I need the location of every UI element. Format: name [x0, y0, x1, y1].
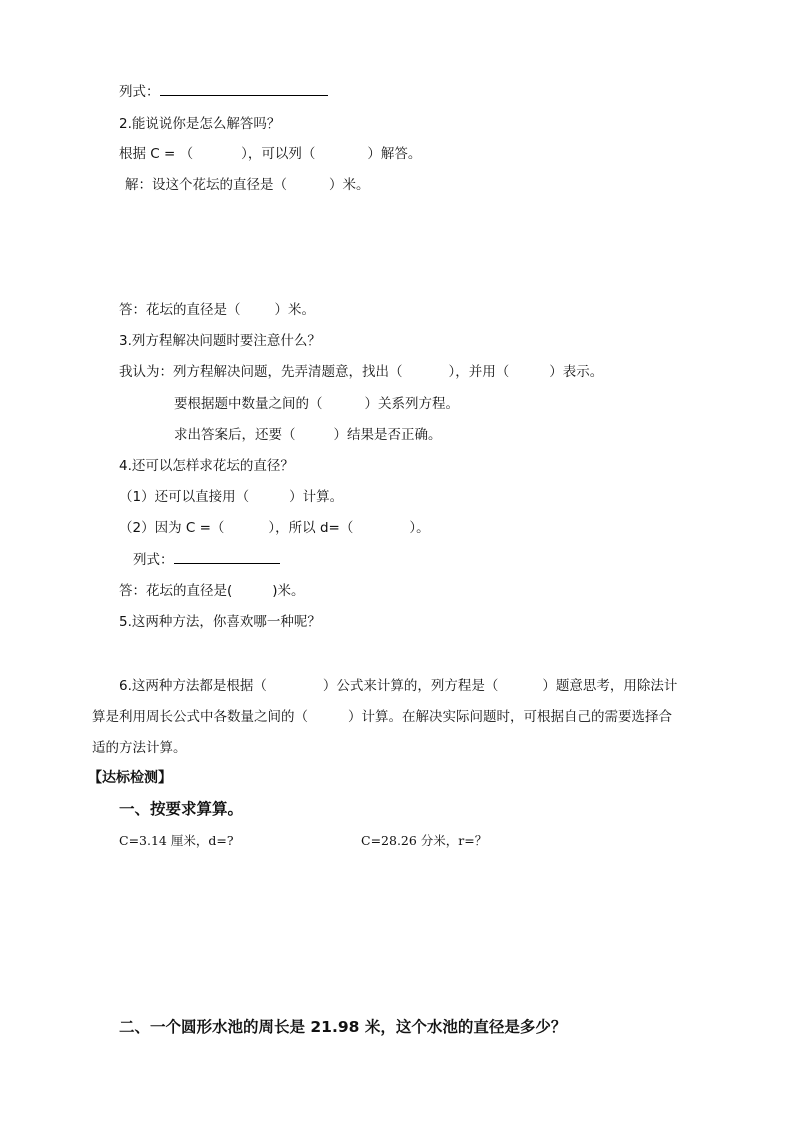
part-1-title: 一、按要求算算。: [119, 800, 244, 818]
text-segment: 算是利用周长公式中各数量之间的（: [92, 709, 308, 725]
text-segment: ）结果是否正确。: [333, 427, 442, 443]
text-segment: ）。: [409, 520, 430, 536]
question-6-line-3: 适的方法计算。: [92, 740, 187, 756]
formula-label: 列式：: [119, 84, 160, 100]
text-segment: 6.这两种方法都是根据（: [119, 678, 267, 694]
text-segment: （1）还可以直接用（: [119, 489, 250, 505]
question-2-title: 2.能说说你是怎么解答吗？: [119, 116, 281, 132]
text-segment: 要根据题中数量之间的（: [174, 396, 323, 412]
text-segment: ）计算。在解决实际问题时，可根据自己的需要选择合: [348, 709, 672, 725]
answer-underline: [160, 83, 328, 96]
text-segment: ），并用（: [448, 364, 510, 380]
text-segment: ）米。: [274, 302, 315, 318]
text-segment: 根据 C = （: [119, 146, 194, 162]
question-2-line-b: [125, 176, 370, 194]
exercise-1: C=3.14 厘米，d=?: [119, 833, 234, 848]
text-segment: ）关系列方程。: [364, 396, 459, 412]
question-3-line-b: [174, 395, 459, 413]
text-segment: ）题意思考，用除法计: [542, 678, 678, 694]
text-segment: 求出答案后，还要（: [174, 427, 296, 443]
part-2-title: 二、一个圆形水池的周长是 21.98 米，这个水池的直径是多少？: [119, 1018, 567, 1036]
text-segment: 答：花坛的直径是（: [119, 302, 241, 318]
question-5-title: 5.这两种方法，你喜欢哪一种呢？: [119, 614, 321, 630]
text-segment: ）解答。: [367, 146, 422, 162]
formula-line: [119, 83, 328, 101]
text-segment: ）计算。: [289, 489, 344, 505]
text-segment: )米。: [272, 583, 305, 599]
question-3-line-a: [119, 363, 603, 381]
text-segment: 解：设这个花坛的直径是（: [125, 177, 287, 193]
text-segment: 我认为：列方程解决问题，先弄清题意，找出（: [119, 364, 403, 380]
exercise-2: C=28.26 分米，r=？: [361, 833, 488, 848]
question-4-formula-line: [133, 551, 280, 569]
question-3-title: 3.列方程解决问题时要注意什么？: [119, 333, 321, 349]
question-6-line-2: [92, 708, 672, 726]
question-6-line-1: [119, 677, 677, 695]
text-segment: ）米。: [329, 177, 370, 193]
section-heading: 【达标检测】: [88, 770, 172, 786]
question-4-answer: [119, 582, 305, 600]
question-2-answer: [119, 301, 315, 319]
text-segment: （2）因为 C =（: [119, 520, 225, 536]
text-segment: ），可以列（: [241, 146, 316, 162]
formula-label: 列式：: [133, 552, 174, 568]
question-3-line-c: [174, 426, 442, 444]
question-2-line-a: [119, 145, 421, 163]
text-segment: 答：花坛的直径是(: [119, 583, 233, 599]
question-4-title: 4.还可以怎样求花坛的直径？: [119, 458, 294, 474]
question-4-line-b: [119, 519, 430, 537]
answer-underline: [174, 551, 280, 564]
text-segment: ）表示。: [549, 364, 604, 380]
question-4-line-a: [119, 488, 343, 506]
text-segment: ）公式来计算的，列方程是（: [322, 678, 499, 694]
text-segment: ），所以 d=（: [268, 520, 354, 536]
